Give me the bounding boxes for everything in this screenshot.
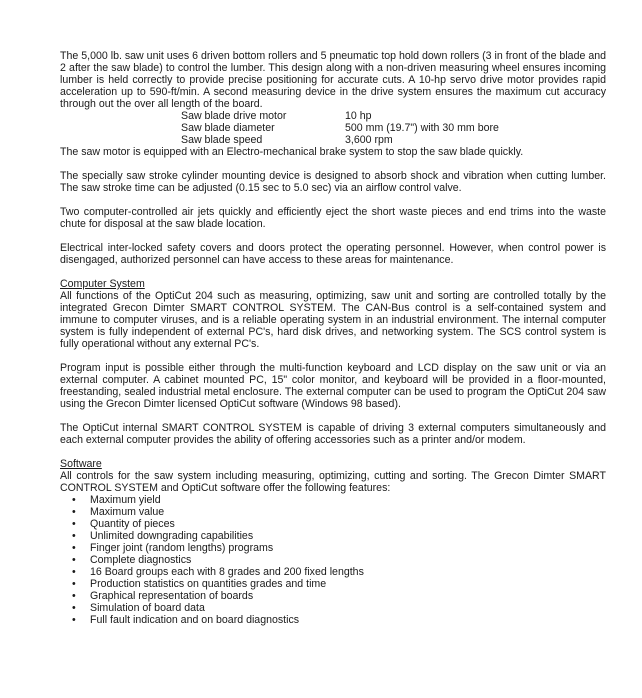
list-item: • Maximum value (60, 506, 606, 518)
spec-label: Saw blade diameter (181, 122, 275, 134)
software-feature-list (60, 494, 606, 626)
saw-unit-intro: The 5,000 lb. saw unit uses 6 driven bottom rollers and 5 pneumatic top hold down rollers (3 in front of the blade and 2 after the saw blade) to control the lumber. This design along with a non-driven measuring wheel ensures incoming lumber is held correctly to provide precise positioning for accurate cuts. A 10-hp servo drive motor provides rapid acceleration up to 590-ft/min. A second measuring device in the drive system ensures the maximum cut accuracy through out the over all length of the board. (60, 50, 606, 110)
software-heading: Software (60, 458, 102, 470)
safety-text: Electrical inter-locked safety covers and doors protect the operating personnel. However, when control power is disengaged, authorized personnel can have access to these areas for maintenance. (60, 242, 606, 266)
spec-label: Saw blade drive motor (181, 110, 287, 122)
spec-label: Saw blade speed (181, 134, 263, 146)
saw-stroke-text: The specially saw stroke cylinder mounting device is designed to absorb shock and vibration when cutting lumber. The saw stroke time can be adjusted (0.15 sec to 5.0 sec) via an airflow control valve. (60, 170, 606, 194)
list-item: • Simulation of board data (60, 602, 606, 614)
software-intro: All controls for the saw system including measuring, optimizing, cutting and sorting. The Grecon Dimter SMART CONTROL SYSTEM and OptiCut software offer the following features: (60, 470, 606, 494)
spec-value: 500 mm (19.7") with 30 mm bore (345, 122, 499, 134)
spec-value: 3,600 rpm (345, 134, 393, 146)
list-item: • Production statistics on quantities grades and time (60, 578, 606, 590)
list-item: • Graphical representation of boards (60, 590, 606, 602)
air-jets-text: Two computer-controlled air jets quickly and efficiently eject the short waste pieces and end trims into the waste chute for disposal at the saw blade location. (60, 206, 606, 230)
saw-brake-text: The saw motor is equipped with an Electro-mechanical brake system to stop the saw blade quickly. (60, 146, 524, 158)
list-item: • 16 Board groups each with 8 grades and 200 fixed lengths (60, 566, 606, 578)
list-item: • Quantity of pieces (60, 518, 606, 530)
spec-row-blade-diameter (60, 122, 606, 134)
saw-specs (60, 110, 606, 146)
list-item: • Maximum yield (60, 494, 606, 506)
list-item: • Unlimited downgrading capabilities (60, 530, 606, 542)
computer-system-heading: Computer System (60, 278, 145, 290)
spec-row-drive-motor (60, 110, 606, 122)
computer-system-p2: Program input is possible either through the multi-function keyboard and LCD display on the saw unit or via an external computer. A cabinet mounted PC, 15" color monitor, and keyboard will be provided in a floor-mounted, freestanding, sealed industrial metal enclosure. The external computer can be used to program the OptiCut 204 saw using the Grecon Dimter licensed OptiCut software (Windows 98 based). (60, 362, 606, 410)
list-item: • Complete diagnostics (60, 554, 606, 566)
computer-system-p1: All functions of the OptiCut 204 such as measuring, optimizing, saw unit and sorting are controlled totally by the integrated Grecon Dimter SMART CONTROL SYSTEM. The CAN-Bus control is a self-contained system and immune to computer viruses, and is a reliable operating system in an industrial environment. The internal computer system is fully independent of external PC's, hard disk drives, and networking system. The SCS control system is fully operational without any external PC's. (60, 290, 606, 350)
document-page (60, 50, 606, 626)
list-item: • Finger joint (random lengths) programs (60, 542, 606, 554)
list-item: • Full fault indication and on board diagnostics (60, 614, 606, 626)
computer-system-p3: The OptiCut internal SMART CONTROL SYSTEM is capable of driving 3 external computers simultaneously and each external computer provides the ability of offering accessories such as a printer and/or modem. (60, 422, 606, 446)
spec-row-blade-speed (60, 134, 606, 146)
spec-value: 10 hp (345, 110, 372, 122)
